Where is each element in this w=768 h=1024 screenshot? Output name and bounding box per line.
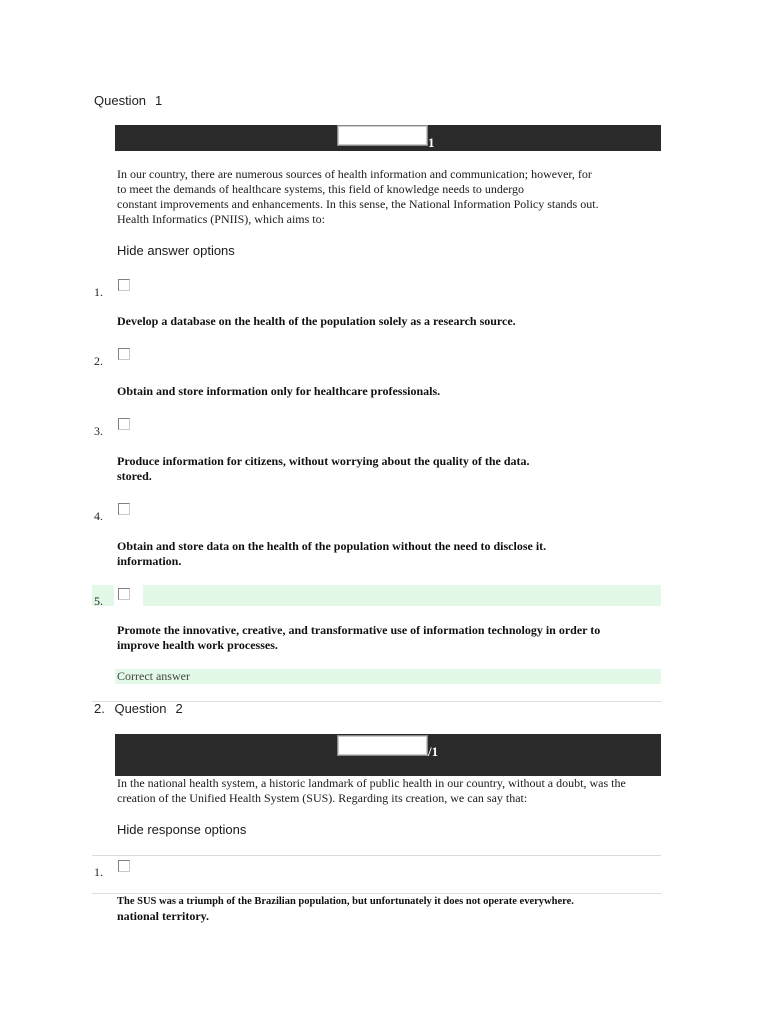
question-prefix: 2. [94, 701, 105, 716]
option-2-checkbox[interactable] [118, 348, 130, 360]
score-input[interactable] [337, 125, 428, 146]
hide-answer-options-toggle[interactable]: Hide answer options [117, 243, 235, 258]
question-label: Question [94, 93, 147, 108]
score-max: /1 [428, 744, 439, 759]
question-number: 1 [155, 93, 163, 108]
option-5-checkbox[interactable] [118, 588, 130, 600]
question-2-header-bar [115, 734, 661, 776]
question-1-prompt: In our country, there are numerous sources of health information and communication; however, for to meet the demands of healthcare systems, this field of knowledge needs to undergo constant improvements and enhancements. In this sense, the National Information Policy stands out. Health Informatics (PNIIS), which aims to: [117, 167, 599, 226]
question-label: Question [114, 701, 167, 716]
option-number: 3. [94, 424, 103, 438]
question-2-title [94, 701, 183, 716]
correct-highlight-row [143, 585, 661, 606]
question-number: 2 [175, 701, 183, 716]
option-number: 1. [94, 865, 103, 879]
option-5-text: Promote the innovative, creative, and transformative use of information technology in order to improve health work processes. [117, 623, 601, 652]
question-1-header-bar [115, 125, 661, 151]
option-number: 2. [94, 354, 103, 368]
hide-response-options-toggle[interactable]: Hide response options [117, 822, 247, 837]
option-4-text: Obtain and store data on the health of the population without the need to disclose it. information. [117, 539, 547, 568]
option-1-checkbox[interactable] [118, 279, 130, 291]
option-1-text: Develop a database on the health of the population solely as a research source. [117, 314, 516, 328]
q2-option-1-checkbox[interactable] [118, 860, 130, 872]
option-3-text: Produce information for citizens, without worrying about the quality of the data. stored. [117, 454, 530, 483]
option-4-checkbox[interactable] [118, 503, 130, 515]
q2-option-1-text: The SUS was a triumph of the Brazilian population, but unfortunately it does not operate everywhere. national territory. [117, 896, 574, 923]
option-3-checkbox[interactable] [118, 418, 130, 430]
option-2-text: Obtain and store information only for healthcare professionals. [117, 384, 441, 398]
option-number: 4. [94, 509, 103, 523]
divider [92, 855, 661, 856]
score-max: 1 [428, 135, 435, 150]
correct-answer-label: Correct answer [117, 669, 190, 683]
question-1-title [94, 93, 162, 108]
correct-answer-bar [115, 669, 661, 684]
question-2-prompt: In the national health system, a historic landmark of public health in our country, without a doubt, was the creation of the Unified Health System (SUS). Regarding its creation, we can say that: [117, 776, 626, 805]
option-number: 1. [94, 285, 103, 299]
score-input[interactable] [337, 735, 428, 756]
option-number: 5. [94, 594, 103, 608]
